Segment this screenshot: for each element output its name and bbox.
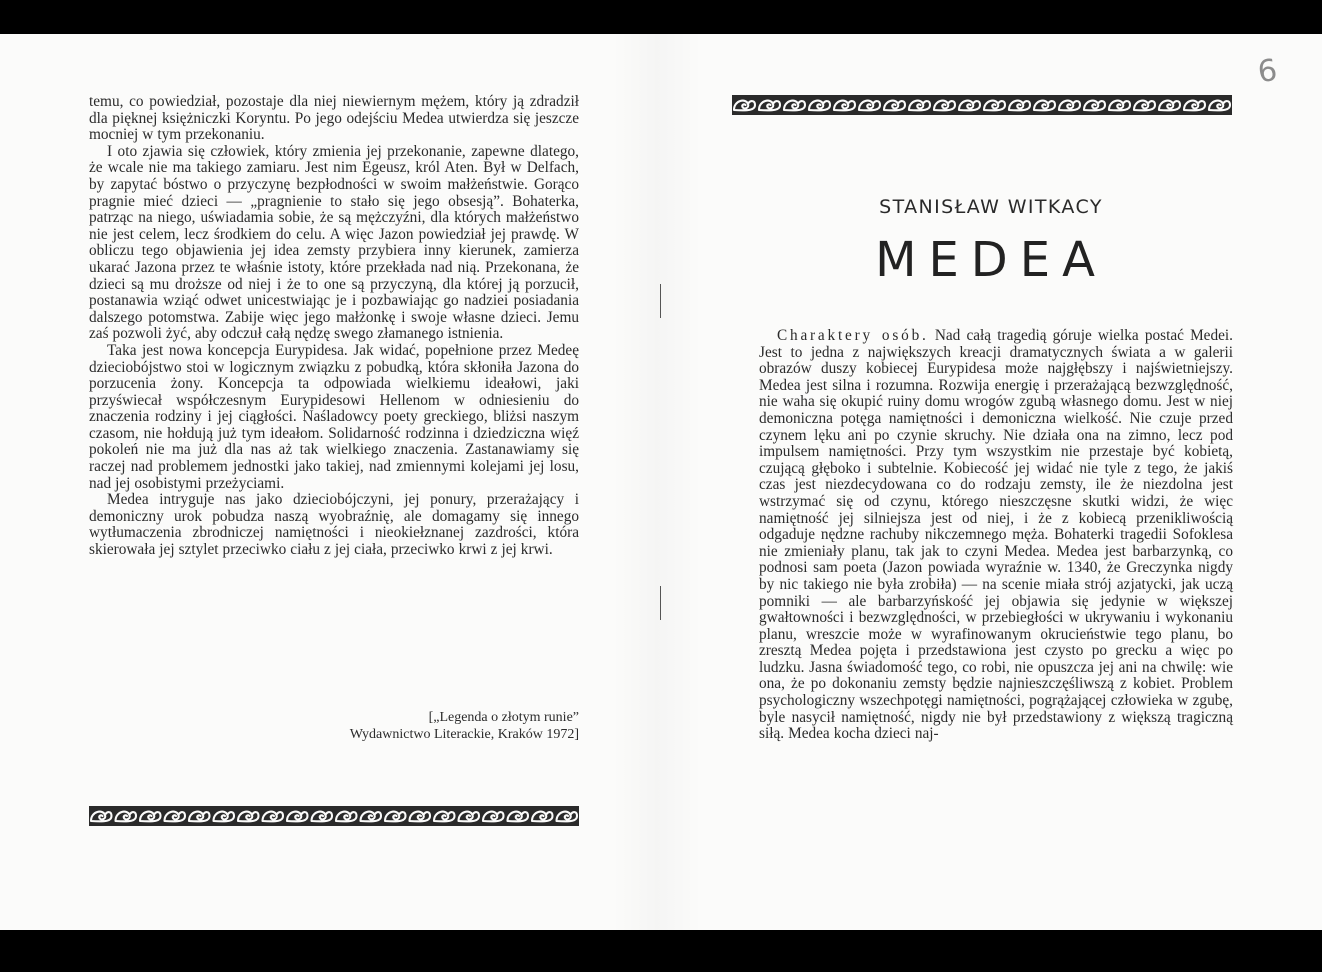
- citation-line-1: [„Legenda o złotym runie”: [428, 710, 579, 725]
- left-paragraph-1: temu, co powiedział, pozostaje dla niej niewiernym mężem, który ją zdradził dla pięknej księżniczki Koryntu. Po jego odejściu Medea utwierdza się jeszcze mocniej w tym przekonaniu.: [89, 93, 579, 144]
- play-title: MEDEA: [875, 232, 1107, 288]
- fold-mark-upper: [660, 284, 661, 318]
- left-paragraph-2: I oto zjawia się człowiek, który zmienia jej przekonanie, zapewne dlatego, że wcale nie ma takiego zamiaru. Jest nim Egeusz, król Aten. Był w Delfach, by zapytać bóstwo o przyczynę bezpłodności w swoim małżeństwie. Gorąco pragnie mieć dzieci — „pragnienie to stało się jego obsesją”. Bohaterka, patrząc na niego, uświadamia sobie, że są mężczyźni, dla których małżeństwo nie jest celem, lecz środkiem do celu. A więc Jazon powiedział jej prawdę. W obliczu tego objawienia jej idea zemsty przybiera inny kierunek, zamierza ukarać Jazona przez te właśnie istoty, które przekłada nad nią. Przekonana, że dzieci są mu droższe od niej i że to one są przyczyną, dla której ją porzucił, postanawia wziąć odwet unicestwiając je i pozbawiając go nadziei posiadania dalszego potomstwa. Zabije więc jego małżonkę i swoje własne dzieci. Jemu zaś pozwoli żyć, aby odczuł całą nędzę swego złamanego istnienia.: [89, 142, 579, 343]
- fold-mark-lower: [660, 586, 661, 620]
- left-page: [0, 34, 660, 930]
- book-spread: [0, 34, 1322, 930]
- greek-wave-border-bottom: [89, 806, 579, 826]
- right-paragraph-text: Nad całą tragedią góruje wielka postać Medei. Jest to jedna z największych kreacji dramatycznych świata a w galerii obrazów duszy kobiecej Eurypidesa może najgłębszy i najświetniejszy. Medea jest silna i rozumna. Rozwija energię i przerażającą bezwzględność, nie waha się okupić ruiny domu wrogów zgubą własnego domu. Jest w niej demoniczna potęga namiętności i demoniczna wielkość. Nie czuje przed czynem lęku ani po czynie skruchy. Nie działa ona na zimno, lecz pod impulsem namiętności. Przy tym wszystkim nie przestaje być kobietą, czującą głęboko i subtelnie. Kobiecość jej widać nie tyle z tego, że jakiś czas jest niezdecydowana co do rodzaju zemsty, ile że niezdolna jest wstrzymać się od czynu, którego nieszczęsne skutki widzi, że więc namiętność jej silniejsza jest od niej, i że z kobiecą przenikliwością odgaduje nędzne rachuby nikczemnego męża. Bohaterki tragedii Sofoklesa nie zmieniały planu, tak jak to czyni Medea. Medea jest barbarzynką, co podnosi sam poeta (Jazon powiada wyraźnie w. 1340, że Greczynka nigdy by nic takiego nie była zrobiła) — na scenie miała strój azjatycki, jak uczą pomniki — ale barbarzyńskość jej objawia się jedynie w większej gwałtowności i bezwzględności, w przebiegłości w ukrywaniu i wykonaniu planu, wreszcie może w wyrafinowanym okrucieństwie tego planu, bo zresztą Medea pojęta i przedstawiona jest czysto po grecku a więc po ludzku. Jasna świadomość tego, co robi, nie opuszcza jej ani na chwilę: wie ona, że po dokonaniu zemsty będzie najnieszczęśliwszą z kobiet. Problem psychologiczny wszechpotęgi namiętności, pogrążającej człowieka w zgubę, byle nasycił namiętność, nigdy nie był przedstawiony z większą tragiczną siłą. Medea kocha dzieci naj-: [759, 327, 1233, 743]
- right-page: [660, 34, 1322, 930]
- citation-line-2: Wydawnictwo Literackie, Kraków 1972]: [349, 726, 579, 742]
- section-lead-text: Charaktery osób.: [777, 327, 929, 344]
- source-citation: [200, 710, 579, 743]
- left-paragraph-3: Taka jest nowa koncepcja Eurypidesa. Jak widać, popełnione przez Medeę dzieciobójstwo stoi w logicznym związku z pobudką, która skłoniła Jazona do porzucenia żony. Koncepcja ta odpowiada wielkiemu ideałowi, jaki przyświecał współczesnym Eurypidesowi Hellenom w odniesieniu do znaczenia rodziny i jej ciągłości. Naśladowcy poety greckiego, bliżsi naszym czasom, nie hołdują już tym ideałom. Solidarność rodzinna i dziedziczna więź pokoleń nie ma już dla nas aż tak wielkiego znaczenia. Zastanawiamy się raczej nad problemem jednostki jako takiej, nad zmiennymi kolejami jej losu, nad jej osobistymi przeżyciami.: [89, 341, 579, 492]
- author-name: STANISŁAW WITKACY: [879, 196, 1103, 218]
- greek-wave-border-top: [732, 95, 1232, 115]
- right-paragraph-1: [759, 328, 1233, 743]
- handwritten-page-number: 6: [1255, 52, 1280, 91]
- left-paragraph-4: Medea intryguje nas jako dzieciobójczyni, jej ponury, przerażający i demoniczny urok pobudza naszą wyobraźnię, ale domagamy się innego wytłumaczenia zbrodniczej namiętności i nieokiełznanej zazdrości, która skierowała jej sztylet przeciwko ciału z jej ciała, przeciwko krwi z jej krwi.: [89, 491, 579, 559]
- right-page-body: [759, 328, 1233, 743]
- left-page-body: [89, 94, 579, 559]
